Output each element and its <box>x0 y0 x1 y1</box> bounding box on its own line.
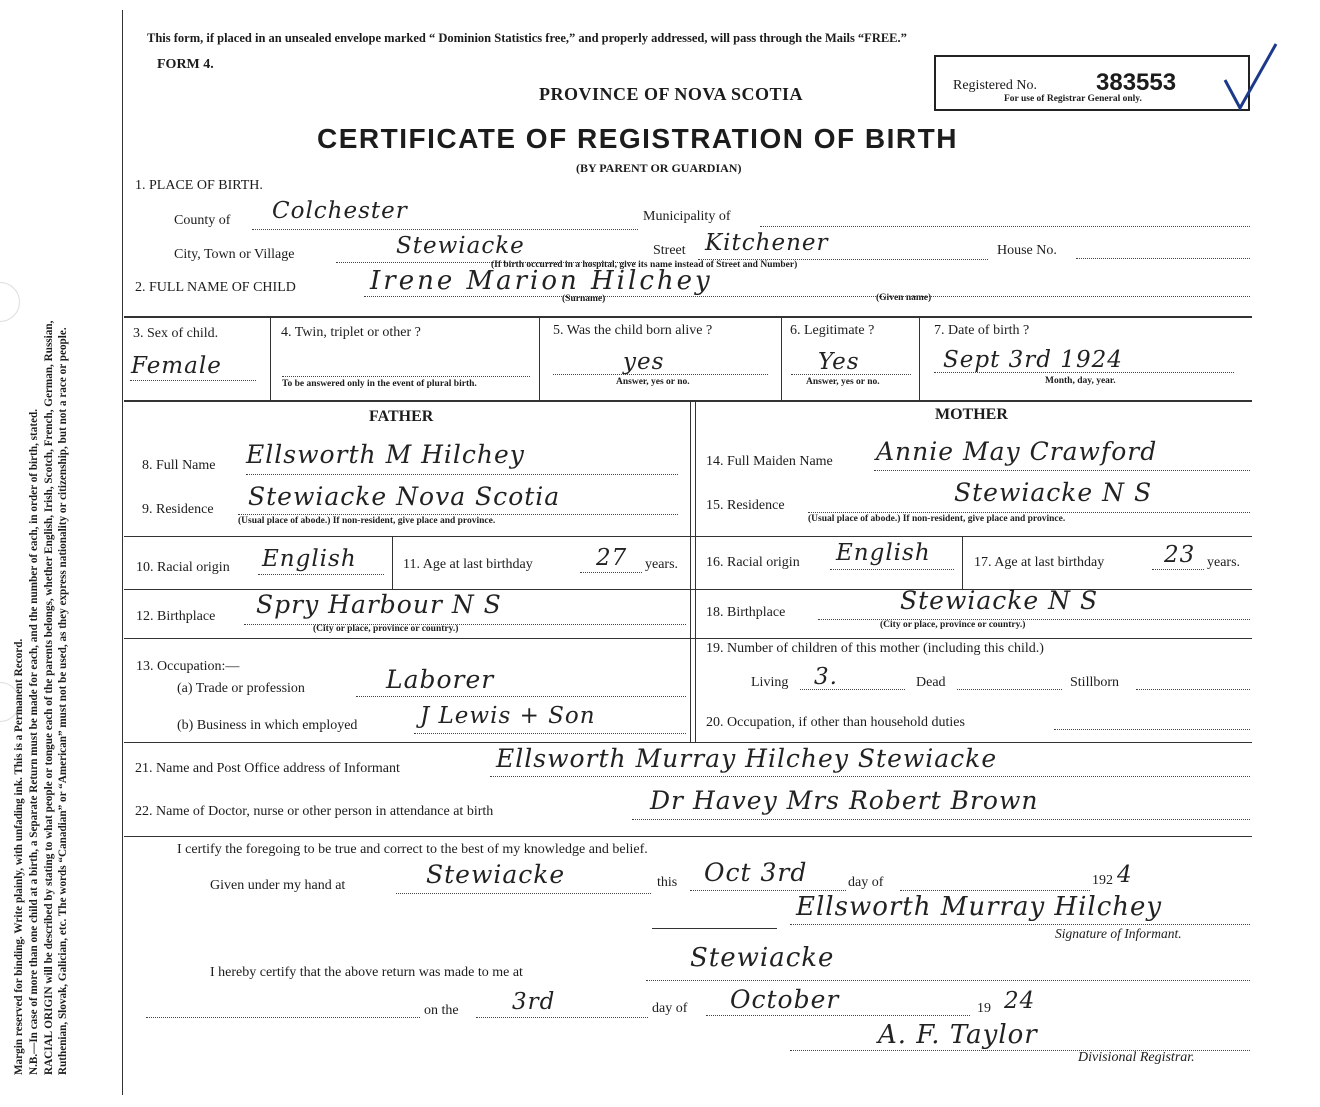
born-alive-note: Answer, yes or no. <box>616 377 690 387</box>
given-name-label: (Given name) <box>876 293 932 303</box>
given-label: Given under my hand at <box>210 878 346 893</box>
informant-signature-label: Signature of Informant. <box>1055 926 1182 941</box>
city-value: Stewiacke <box>396 233 525 259</box>
this-label: this <box>657 875 678 890</box>
binding-margin-rule <box>122 10 123 1095</box>
municipality-label: Municipality of <box>643 209 731 224</box>
margin-note: Margin reserved for binding. Write plainly, with unfading ink. This is a Permanent Record. <box>13 638 25 1075</box>
legitimate-note: Answer, yes or no. <box>806 377 880 387</box>
registered-number: 383553 <box>1096 69 1177 96</box>
father-business-label: (b) Business in which employed <box>177 718 358 733</box>
father-heading: FATHER <box>369 408 434 425</box>
living-value: 3. <box>814 664 838 690</box>
father-trade-label: (a) Trade or profession <box>177 681 305 696</box>
mother-name-value: Annie May Crawford <box>876 437 1158 466</box>
date-of-birth-label: 7. Date of birth ? <box>934 323 1030 338</box>
registrar-day-value: 3rd <box>512 989 556 1015</box>
certification-statement: I certify the foregoing to be true and correct to the best of my knowledge and belief. <box>177 842 648 857</box>
registrar-month-value: October <box>730 985 840 1014</box>
registered-label: Registered No. <box>953 78 1037 93</box>
mother-residence-note: (Usual place of abode.) If non-resident, give place and province. <box>808 514 1066 524</box>
mother-occupation-label: 20. Occupation, if other than household duties <box>706 715 965 730</box>
mother-age-unit: years. <box>1207 555 1241 570</box>
father-age-unit: years. <box>645 557 679 572</box>
house-number-label: House No. <box>997 243 1057 258</box>
informant-signature: Ellsworth Murray Hilchey <box>796 892 1163 922</box>
registered-box <box>934 55 1250 111</box>
registrar-place-value: Stewiacke <box>690 943 835 973</box>
given-day-of-label: day of <box>848 875 884 890</box>
hospital-note: (If birth occurred in a hospital, give its name instead of Street and Number) <box>491 260 798 270</box>
father-trade-value: Laborer <box>386 665 495 694</box>
page-title: CERTIFICATE OF REGISTRATION OF BIRTH <box>317 123 958 154</box>
mother-name-label: 14. Full Maiden Name <box>706 454 833 469</box>
registrar-year-prefix: 19 <box>977 1001 991 1016</box>
mother-birthplace-note: (City or place, province or country.) <box>880 620 1026 630</box>
margin-notes <box>12 15 71 1075</box>
mother-heading: MOTHER <box>935 406 1008 423</box>
father-occupation-label: 13. Occupation:— <box>136 659 240 674</box>
twin-label: 4. Twin, triplet or other ? <box>281 325 421 340</box>
date-of-birth-value: Sept 3rd 1924 <box>943 347 1123 373</box>
father-residence-note: (Usual place of abode.) If non-resident, give place and province. <box>238 516 496 526</box>
mother-racial-value: English <box>836 540 931 566</box>
father-birthplace-note: (City or place, province or country.) <box>313 624 459 634</box>
father-business-value: J Lewis + Son <box>420 703 596 729</box>
given-year-suffix: 4 <box>1117 862 1133 888</box>
registrar-year-suffix: 24 <box>1004 988 1036 1014</box>
registrar-signature: A. F. Taylor <box>878 1020 1038 1050</box>
province-heading: PROVINCE OF NOVA SCOTIA <box>539 84 804 104</box>
registrar-signature-label: Divisional Registrar. <box>1078 1050 1195 1065</box>
child-name-value: Irene Marion Hilchey <box>370 266 713 296</box>
page-subtitle: (BY PARENT OR GUARDIAN) <box>576 161 742 175</box>
children-count-label: 19. Number of children of this mother (including this child.) <box>706 641 1044 656</box>
father-birthplace-value: Spry Harbour N S <box>256 590 502 619</box>
check-mark-icon <box>1220 40 1280 115</box>
street-label: Street <box>653 243 686 258</box>
mother-racial-label: 16. Racial origin <box>706 555 800 570</box>
stillborn-label: Stillborn <box>1070 675 1120 690</box>
mother-residence-value: Stewiacke N S <box>954 478 1153 507</box>
margin-note: RACIAL ORIGIN will be described by stating to what people or tongue each of the parents belongs, whether English, Irish, Scotch, French, German, Russian, <box>42 320 55 1075</box>
father-racial-label: 10. Racial origin <box>136 560 230 575</box>
given-year-prefix: 192 <box>1092 873 1113 888</box>
street-value: Kitchener <box>705 230 829 256</box>
date-of-birth-note: Month, day, year. <box>1045 376 1116 386</box>
registrar-day-of-label: day of <box>652 1001 688 1016</box>
living-label: Living <box>751 675 789 690</box>
given-place-value: Stewiacke <box>426 860 566 889</box>
child-name-label: 2. FULL NAME OF CHILD <box>135 280 296 295</box>
margin-note: N.B.—In case of more than one child at a birth, a Separate Return must be made for each, and the number of each, in order of birth, stated. <box>27 408 40 1075</box>
surname-label: (Surname) <box>562 294 606 304</box>
registrar-statement: I hereby certify that the above return was made to me at <box>210 965 523 980</box>
city-label: City, Town or Village <box>174 247 295 262</box>
informant-label: 21. Name and Post Office address of Informant <box>135 761 400 776</box>
mother-birthplace-label: 18. Birthplace <box>706 605 786 620</box>
father-name-value: Ellsworth M Hilchey <box>246 440 525 469</box>
father-age-label: 11. Age at last birthday <box>403 557 533 572</box>
mother-age-label: 17. Age at last birthday <box>974 555 1105 570</box>
dead-label: Dead <box>916 675 946 690</box>
mother-age-value: 23 <box>1164 542 1196 568</box>
registered-sublabel: For use of Registrar General only. <box>1004 94 1142 104</box>
mother-birthplace-value: Stewiacke N S <box>900 586 1099 615</box>
legitimate-value: Yes <box>818 349 860 375</box>
born-alive-label: 5. Was the child born alive ? <box>553 323 713 338</box>
sex-label: 3. Sex of child. <box>133 326 219 341</box>
doctor-value: Dr Havey Mrs Robert Brown <box>650 786 1039 815</box>
legitimate-label: 6. Legitimate ? <box>790 323 875 338</box>
father-racial-value: English <box>262 546 357 572</box>
county-label: County of <box>174 213 231 228</box>
sex-value: Female <box>131 353 222 379</box>
given-date-value: Oct 3rd <box>704 858 808 887</box>
twin-note: To be answered only in the event of plural birth. <box>282 379 477 389</box>
father-residence-label: 9. Residence <box>142 502 214 517</box>
form-number: FORM 4. <box>157 57 214 72</box>
mother-residence-label: 15. Residence <box>706 498 785 513</box>
father-residence-value: Stewiacke Nova Scotia <box>248 482 561 511</box>
informant-value: Ellsworth Murray Hilchey Stewiacke <box>496 744 998 773</box>
margin-note: Ruthenian, Slovak, Galician, etc. The words “Canadian” or “American” must not be used, as they express nationality or citizenship, but not a race or people. <box>57 327 70 1075</box>
postal-note: This form, if placed in an unsealed envelope marked “ Dominion Statistics free,” and properly addressed, will pass through the Mails “FREE.” <box>147 31 907 45</box>
on-the-label: on the <box>424 1003 459 1018</box>
father-age-value: 27 <box>596 545 628 571</box>
father-birthplace-label: 12. Birthplace <box>136 609 216 624</box>
doctor-label: 22. Name of Doctor, nurse or other person in attendance at birth <box>135 804 494 819</box>
place-of-birth-label: 1. PLACE OF BIRTH. <box>135 178 263 193</box>
father-name-label: 8. Full Name <box>142 458 216 473</box>
born-alive-value: yes <box>623 349 665 375</box>
county-value: Colchester <box>272 198 408 224</box>
